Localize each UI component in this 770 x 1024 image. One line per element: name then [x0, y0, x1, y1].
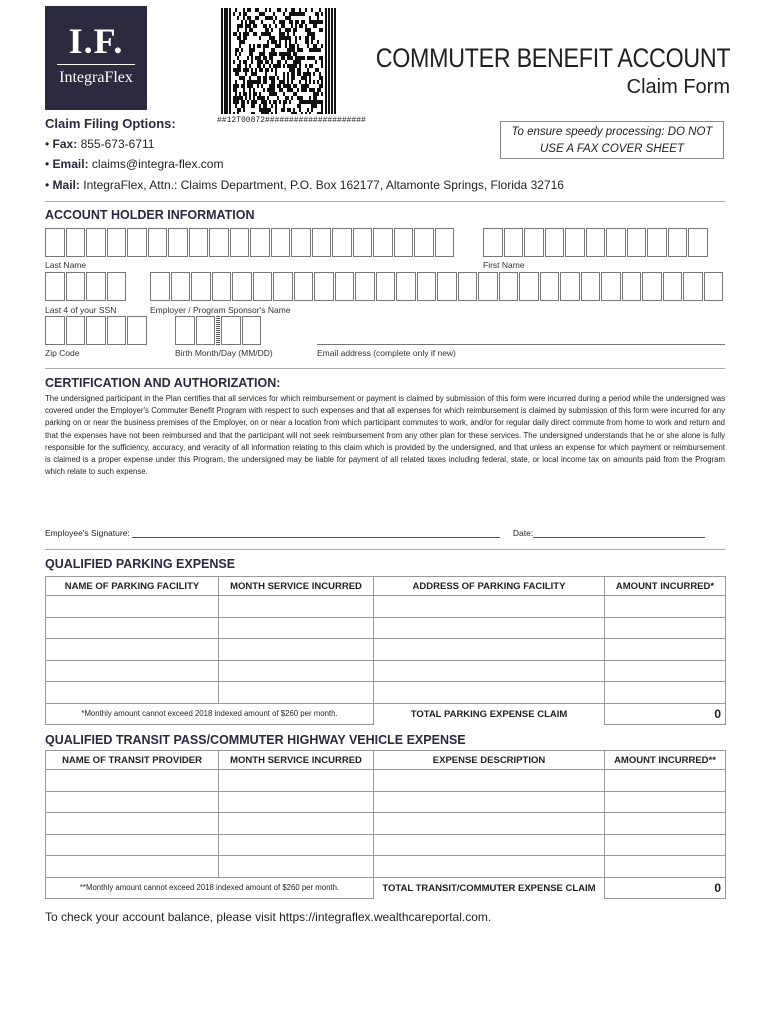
table-row	[46, 617, 726, 639]
char-box[interactable]	[86, 272, 106, 301]
certification-heading: CERTIFICATION AND AUTHORIZATION:	[45, 376, 281, 390]
char-box[interactable]	[668, 228, 688, 257]
employer-label: Employer / Program Sponsor's Name	[150, 305, 291, 315]
char-box[interactable]	[66, 316, 86, 345]
table-cell[interactable]	[46, 834, 219, 856]
parking-total-value[interactable]: 0	[605, 703, 726, 725]
birth-boxes[interactable]	[175, 316, 262, 345]
table-cell[interactable]	[374, 596, 605, 618]
signature-field[interactable]	[132, 528, 500, 538]
table-row	[46, 813, 726, 835]
char-box[interactable]	[191, 272, 211, 301]
table-cell[interactable]	[374, 813, 605, 835]
table-cell[interactable]	[605, 813, 726, 835]
parking-total-label: TOTAL PARKING EXPENSE CLAIM	[410, 708, 568, 720]
certification-text: The undersigned participant in the Plan certifies that all services for which reimbursement or payment is claimed by submission of this form were incurred during a period while the undersigned was covered under the Employer's Commuter Benefit Program with respect to such expenses and that all expenses for which reimbursement is claimed by submission of this form were incurred for any parking on or near the business premises of the Employer, on or near a location from which participant commutes to work, and/or for regular daily direct commute from home to work and return and that the expenses have not been reimbursed and that the participant will not seek reimbursement from any other plan for these services. The undersigned understands that he or she alone is fully responsible for the sufficiency, accuracy, and veracity of all information relating to this claim which is provided by the undersigned, and that unless an expense for which payment or reimbursement is claimed is a proper expense under this Program, the undersigned may be liable for payment of all related taxes including federal, state, or local income tax on amounts paid from the Program which relate to such expense.	[45, 394, 725, 477]
char-box[interactable]	[250, 228, 270, 257]
transit-note: **Monthly amount cannot exceed 2018 indexed amount of $260 per month.	[46, 877, 374, 899]
char-box[interactable]	[294, 272, 314, 301]
form-title: COMMUTER BENEFIT ACCOUNT	[375, 43, 730, 73]
barcode-text: ##12T00872#####################	[217, 116, 366, 125]
last-name-label: Last Name	[45, 260, 87, 270]
char-box[interactable]	[175, 316, 195, 345]
table-cell[interactable]	[219, 639, 374, 661]
char-box[interactable]	[414, 228, 434, 257]
char-box[interactable]	[273, 272, 293, 301]
employer-boxes[interactable]	[150, 272, 724, 301]
char-box[interactable]	[601, 272, 621, 301]
char-box[interactable]	[499, 272, 519, 301]
table-cell[interactable]	[46, 791, 219, 813]
parking-col-address: ADDRESS OF PARKING FACILITY	[374, 577, 605, 596]
divider	[45, 201, 725, 202]
table-cell[interactable]	[219, 596, 374, 618]
table-cell[interactable]	[219, 791, 374, 813]
table-cell[interactable]	[374, 682, 605, 704]
table-cell[interactable]	[605, 639, 726, 661]
ssn-label: Last 4 of your SSN	[45, 305, 117, 315]
char-box[interactable]	[45, 316, 65, 345]
char-box[interactable]	[627, 228, 647, 257]
mail-option: • Mail: IntegraFlex, Attn.: Claims Department, P.O. Box 162177, Altamonte Springs, Florida 32716	[45, 178, 564, 192]
char-box[interactable]	[565, 228, 585, 257]
table-cell[interactable]	[605, 856, 726, 878]
parking-col-name: NAME OF PARKING FACILITY	[46, 577, 219, 596]
char-box[interactable]	[704, 272, 724, 301]
transit-col-month: MONTH SERVICE INCURRED	[219, 751, 374, 770]
char-box[interactable]	[232, 272, 252, 301]
table-cell[interactable]	[219, 856, 374, 878]
char-box[interactable]	[396, 272, 416, 301]
char-box[interactable]	[560, 272, 580, 301]
char-box[interactable]	[586, 228, 606, 257]
char-box[interactable]	[86, 316, 106, 345]
zip-label: Zip Code	[45, 348, 80, 358]
table-cell[interactable]	[605, 617, 726, 639]
char-box[interactable]	[171, 272, 191, 301]
char-box[interactable]	[435, 228, 455, 257]
table-cell[interactable]	[219, 813, 374, 835]
signature-row	[45, 528, 705, 538]
table-cell[interactable]	[374, 639, 605, 661]
table-cell[interactable]	[219, 770, 374, 792]
char-box[interactable]	[45, 228, 65, 257]
table-cell[interactable]	[605, 834, 726, 856]
char-box[interactable]	[376, 272, 396, 301]
table-row	[46, 856, 726, 878]
table-cell[interactable]	[374, 617, 605, 639]
char-box[interactable]	[647, 228, 667, 257]
table-cell[interactable]	[374, 660, 605, 682]
char-box[interactable]	[216, 316, 220, 345]
char-box[interactable]	[148, 228, 168, 257]
char-box[interactable]	[253, 272, 273, 301]
char-box[interactable]	[335, 272, 355, 301]
char-box[interactable]	[66, 272, 86, 301]
table-cell[interactable]	[46, 639, 219, 661]
char-box[interactable]	[45, 272, 65, 301]
parking-col-month: MONTH SERVICE INCURRED	[219, 577, 374, 596]
char-box[interactable]	[373, 228, 393, 257]
table-cell[interactable]	[374, 791, 605, 813]
account-balance-note: To check your account balance, please visit https://integraflex.wealthcareportal.com.	[45, 910, 492, 924]
char-box[interactable]	[545, 228, 565, 257]
char-box[interactable]	[458, 272, 478, 301]
table-cell[interactable]	[46, 617, 219, 639]
char-box[interactable]	[622, 272, 642, 301]
char-box[interactable]	[663, 272, 683, 301]
char-box[interactable]	[524, 228, 544, 257]
email-line[interactable]	[317, 344, 725, 345]
first-name-label: First Name	[483, 260, 525, 270]
char-box[interactable]	[314, 272, 334, 301]
parking-note: *Monthly amount cannot exceed 2018 indexed amount of $260 per month.	[46, 703, 374, 725]
table-cell[interactable]	[374, 770, 605, 792]
char-box[interactable]	[683, 272, 703, 301]
date-field[interactable]	[533, 528, 705, 538]
table-row	[46, 770, 726, 792]
char-box[interactable]	[355, 272, 375, 301]
table-row	[46, 682, 726, 704]
table-cell[interactable]	[219, 617, 374, 639]
char-box[interactable]	[168, 228, 188, 257]
table-cell[interactable]	[46, 770, 219, 792]
char-box[interactable]	[107, 272, 127, 301]
char-box[interactable]	[540, 272, 560, 301]
table-cell[interactable]	[605, 682, 726, 704]
char-box[interactable]	[332, 228, 352, 257]
char-box[interactable]	[196, 316, 216, 345]
table-cell[interactable]	[219, 834, 374, 856]
table-cell[interactable]	[219, 682, 374, 704]
email-label: Email address (complete only if new)	[317, 348, 456, 358]
char-box[interactable]	[478, 272, 498, 301]
parking-table	[45, 576, 726, 725]
table-row	[46, 791, 726, 813]
table-cell[interactable]	[46, 856, 219, 878]
transit-col-description: EXPENSE DESCRIPTION	[374, 751, 605, 770]
char-box[interactable]	[312, 228, 332, 257]
char-box[interactable]	[66, 228, 86, 257]
table-cell[interactable]	[605, 660, 726, 682]
last-name-boxes[interactable]	[45, 228, 455, 257]
table-cell[interactable]	[605, 770, 726, 792]
account-holder-heading: ACCOUNT HOLDER INFORMATION	[45, 208, 255, 222]
char-box[interactable]	[581, 272, 601, 301]
first-name-boxes[interactable]	[483, 228, 709, 257]
char-box[interactable]	[86, 228, 106, 257]
char-box[interactable]	[519, 272, 539, 301]
transit-total-label: TOTAL TRANSIT/COMMUTER EXPENSE CLAIM	[382, 882, 596, 894]
transit-col-provider: NAME OF TRANSIT PROVIDER	[46, 751, 219, 770]
parking-heading: QUALIFIED PARKING EXPENSE	[45, 557, 236, 571]
char-box[interactable]	[642, 272, 662, 301]
logo-initials: I.F.	[68, 21, 124, 61]
char-box[interactable]	[209, 228, 229, 257]
parking-col-amount: AMOUNT INCURRED*	[605, 577, 726, 596]
date-label: Date:	[512, 528, 534, 538]
table-row	[46, 596, 726, 618]
table-cell[interactable]	[374, 856, 605, 878]
char-box[interactable]	[212, 272, 232, 301]
table-cell[interactable]	[219, 660, 374, 682]
fax-option: • Fax: 855-673-6711	[45, 137, 155, 151]
char-box[interactable]	[504, 228, 524, 257]
char-box[interactable]	[221, 316, 241, 345]
birth-label: Birth Month/Day (MM/DD)	[175, 348, 273, 358]
logo-name: IntegraFlex	[59, 69, 133, 86]
table-cell[interactable]	[605, 596, 726, 618]
fax-notice: To ensure speedy processing: DO NOT USE A FAX COVER SHEET	[500, 121, 724, 159]
divider	[45, 549, 725, 550]
claim-filing-heading: Claim Filing Options:	[45, 116, 176, 131]
char-box[interactable]	[483, 228, 503, 257]
char-box[interactable]	[189, 228, 209, 257]
form-subtitle: Claim Form	[626, 76, 730, 98]
char-box[interactable]	[127, 316, 147, 345]
char-box[interactable]	[606, 228, 626, 257]
char-box[interactable]	[107, 228, 127, 257]
char-box[interactable]	[271, 228, 291, 257]
table-cell[interactable]	[46, 596, 219, 618]
transit-table	[45, 750, 726, 899]
email-option: • Email: claims@integra-flex.com	[45, 157, 224, 171]
transit-col-amount: AMOUNT INCURRED**	[605, 751, 726, 770]
signature-label: Employee's Signature:	[45, 528, 130, 538]
char-box[interactable]	[230, 228, 250, 257]
char-box[interactable]	[437, 272, 457, 301]
table-row	[46, 834, 726, 856]
table-cell[interactable]	[374, 834, 605, 856]
integraflex-logo	[45, 6, 147, 110]
table-cell[interactable]	[605, 791, 726, 813]
table-cell[interactable]	[46, 813, 219, 835]
ssn-boxes[interactable]	[45, 272, 127, 301]
table-row	[46, 660, 726, 682]
table-cell[interactable]	[46, 682, 219, 704]
char-box[interactable]	[688, 228, 708, 257]
char-box[interactable]	[127, 228, 147, 257]
char-box[interactable]	[150, 272, 170, 301]
char-box[interactable]	[417, 272, 437, 301]
char-box[interactable]	[242, 316, 262, 345]
divider	[45, 368, 725, 369]
transit-total-value[interactable]: 0	[605, 877, 726, 899]
zip-boxes[interactable]	[45, 316, 148, 345]
char-box[interactable]	[291, 228, 311, 257]
pdf417-barcode	[221, 8, 337, 114]
transit-heading: QUALIFIED TRANSIT PASS/COMMUTER HIGHWAY VEHICLE EXPENSE	[45, 733, 466, 747]
char-box[interactable]	[353, 228, 373, 257]
char-box[interactable]	[394, 228, 414, 257]
table-cell[interactable]	[46, 660, 219, 682]
char-box[interactable]	[107, 316, 127, 345]
table-row	[46, 639, 726, 661]
